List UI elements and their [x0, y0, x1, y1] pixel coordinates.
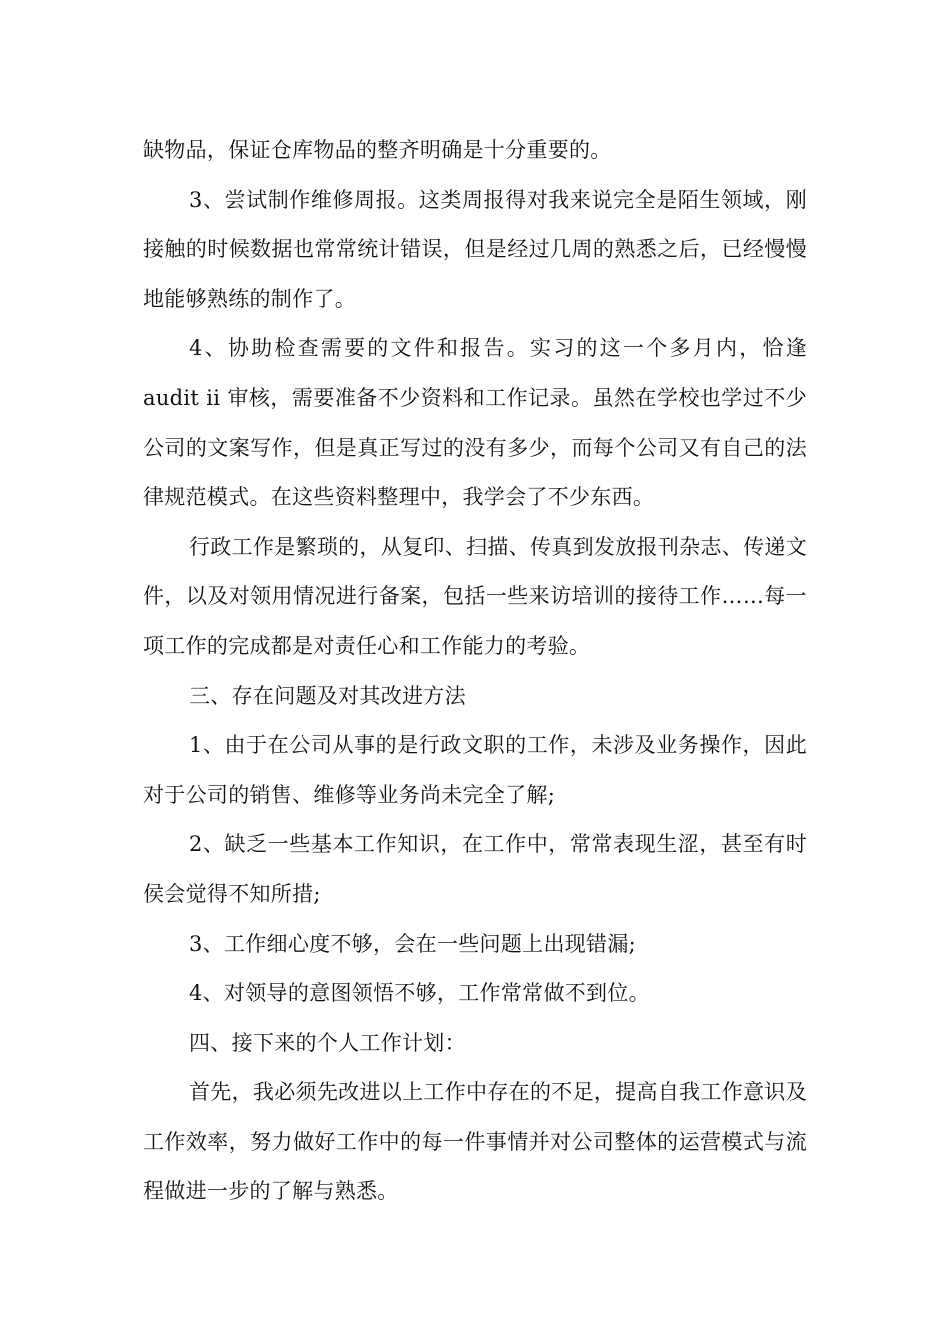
section-heading-problems: 三、存在问题及对其改进方法 [189, 683, 466, 708]
paragraph-admin-work: 行政工作是繁琐的，从复印、扫描、传真到发放报刊杂志、传递文件，以及对领用情况进行备案，包括一些来访培训的接待工作……每一项工作的完成都是对责任心和工作能力的考验。 [143, 534, 807, 658]
section-heading-plan: 四、接下来的个人工作计划： [189, 1030, 466, 1055]
paragraph-item-3-weekly-report: 3、尝试制作维修周报。这类周报得对我来说完全是陌生领域，刚接触的时候数据也常常统计错误，但是经过几周的熟悉之后，已经慢慢地能够熟练的制作了。 [143, 187, 807, 311]
document-body [143, 126, 807, 1217]
paragraph-plan-first: 首先，我必须先改进以上工作中存在的不足，提高自我工作意识及工作效率，努力做好工作中的每一件事情并对公司整体的运营模式与流程做进一步的了解与熟悉。 [143, 1080, 807, 1204]
paragraph-item-4-audit: 4、协助检查需要的文件和报告。实习的这一个多月内，恰逢audit ii 审核，需要准备不少资料和工作记录。虽然在学校也学过不少公司的文案写作，但是真正写过的没有多少，而每个公司又有自己的法律规范模式。在这些资料整理中，我学会了不少东西。 [143, 336, 807, 510]
paragraph-problem-2: 2、缺乏一些基本工作知识，在工作中，常常表现生涩，甚至有时侯会觉得不知所措; [143, 832, 807, 906]
paragraph-problem-3: 3、工作细心度不够，会在一些问题上出现错漏; [189, 931, 637, 956]
paragraph-storage-conclusion: 缺物品，保证仓库物品的整齐明确是十分重要的。 [143, 138, 612, 162]
paragraph-problem-4: 4、对领导的意图领悟不够，工作常常做不到位。 [189, 981, 650, 1006]
paragraph-problem-1: 1、由于在公司从事的是行政文职的工作，未涉及业务操作，因此对于公司的销售、维修等业务尚未完全了解; [143, 733, 807, 807]
